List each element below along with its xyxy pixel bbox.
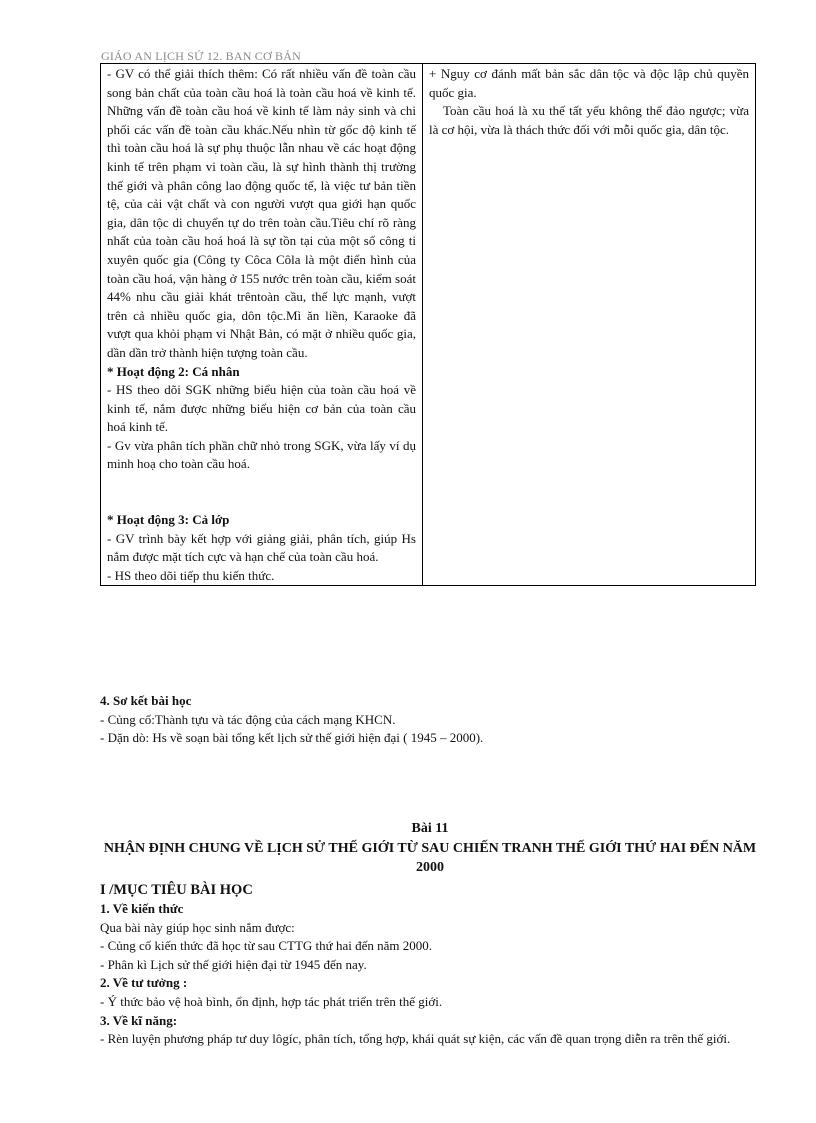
table-text: - HS theo dõi SGK những biểu hiện của toàn cầu hoá về kinh tế, nắm được những biểu hiện cơ bản của toàn cầu hoá kinh tế. [107, 382, 416, 435]
part-text: - Rèn luyện phương pháp tư duy lôgíc, phân tích, tổng hợp, khái quát sự kiện, các vấn đề quan trọng diễn ra trên thế giới. [100, 1031, 731, 1047]
part-heading: 3. Về kĩ năng: [100, 1012, 178, 1028]
part-text: - Ý thức bảo vệ hoà bình, ổn định, hợp tác phát triển trên thế giới. [100, 993, 443, 1009]
activity-heading: * Hoạt động 3: Cả lớp [107, 512, 230, 528]
table-text: - HS theo dõi tiếp thu kiến thức. [107, 567, 275, 583]
table-text: - GV trình bày kết hợp với giảng giải, phân tích, giúp Hs nắm được mặt tích cực và hạn chế của toàn cầu hoá. [107, 530, 416, 565]
part-heading: 2. Về tư tưởng : [100, 975, 188, 991]
part-heading: 1. Về kiến thức [100, 901, 184, 916]
page-header: GIÁO AN LỊCH SỬ 12. BAN CƠ BẢN [101, 49, 301, 63]
content-cell [423, 64, 756, 586]
lesson-title: NHẬN ĐỊNH CHUNG VỀ LỊCH SỬ THẾ GIỚI TỪ SAU CHIẾN TRANH THẾ GIỚI THỨ HAI ĐẾN NĂM 2000 [103, 841, 757, 875]
table-text: + Nguy cơ đánh mất bản sắc dân tộc và độc lập chủ quyền quốc gia. [429, 66, 749, 100]
summary-item: - Dặn dò: Hs về soạn bài tổng kết lịch sử thế giới hiện đại ( 1945 – 2000). [100, 730, 484, 746]
blank-space [107, 474, 416, 511]
part-text: Qua bài này giúp học sinh nắm được: [100, 919, 295, 935]
lesson-number: Bài 11 [411, 821, 449, 836]
part-text: - Củng cố kiến thức đã học từ sau CTTG thứ hai đến năm 2000. [100, 938, 432, 954]
part-text: - Phân kì Lịch sử thế giới hiện đại từ 1945 đến nay. [100, 956, 367, 972]
table-text: - Gv vừa phân tích phần chữ nhỏ trong SGK, vừa lấy ví dụ minh hoạ cho toàn cầu hoá. [107, 437, 416, 472]
summary-heading: 4. Sơ kết bài học [100, 693, 192, 708]
table-text: - GV có thể giải thích thêm: Có rất nhiều vấn đề toàn cầu song bản chất của toàn cầu hoá là toàn cầu hoá về kinh tế. Những vấn đề toàn cầu hoá về kinh tế làm nảy sinh và chi phối các vấn đề toàn cầu khác.Nếu nhìn từ gốc độ kinh tế thì toàn cầu hoá là sự phụ thuộc lẫn nhau về các hoạt động kinh tế trên phạm vi toàn cầu, là sự hình thành thị trường thế giới và phân công lao động quốc tế, là việc tư bản tiền tệ, của cải vật chất và con người vượt qua giới hạn quốc gia, dân tộc di chuyển tự do trên toàn cầu.Tiêu chí rõ ràng nhất của toàn cầu hoá hoá là sự tồn tại của một số công ti xuyên quốc gia (Công ty Côca Côla là một điển hình của toàn cầu hoá, vận hàng ở 155 nước trên toàn cầu, kiểm soát 44% nhu cầu giải khát trêntoàn cầu, thế lực mạnh, vượt trên cả nhiều quốc gia, dôn tộc.Mì ăn liền, Karaoke đã vượt qua khỏi phạm vi Nhật Bản, có mặt ở nhiều quốc gia, dần dần trở thành hiện tượng toàn cầu. [107, 66, 416, 360]
activity-heading: * Hoạt động 2: Cá nhân [107, 363, 240, 379]
teacher-activity-cell [101, 64, 423, 586]
lesson-table [100, 63, 756, 586]
table-text: Toàn cầu hoá là xu thế tất yếu không thể đảo ngược; vừa là cơ hội, vừa là thách thức đối với mỗi quốc gia, dân tộc. [429, 103, 749, 137]
lesson-summary [100, 692, 760, 748]
summary-item: - Củng cố:Thành tựu và tác động của cách mạng KHCN. [100, 711, 396, 727]
next-lesson [100, 820, 760, 1049]
section-heading: I /MỤC TIÊU BÀI HỌC [100, 882, 253, 898]
